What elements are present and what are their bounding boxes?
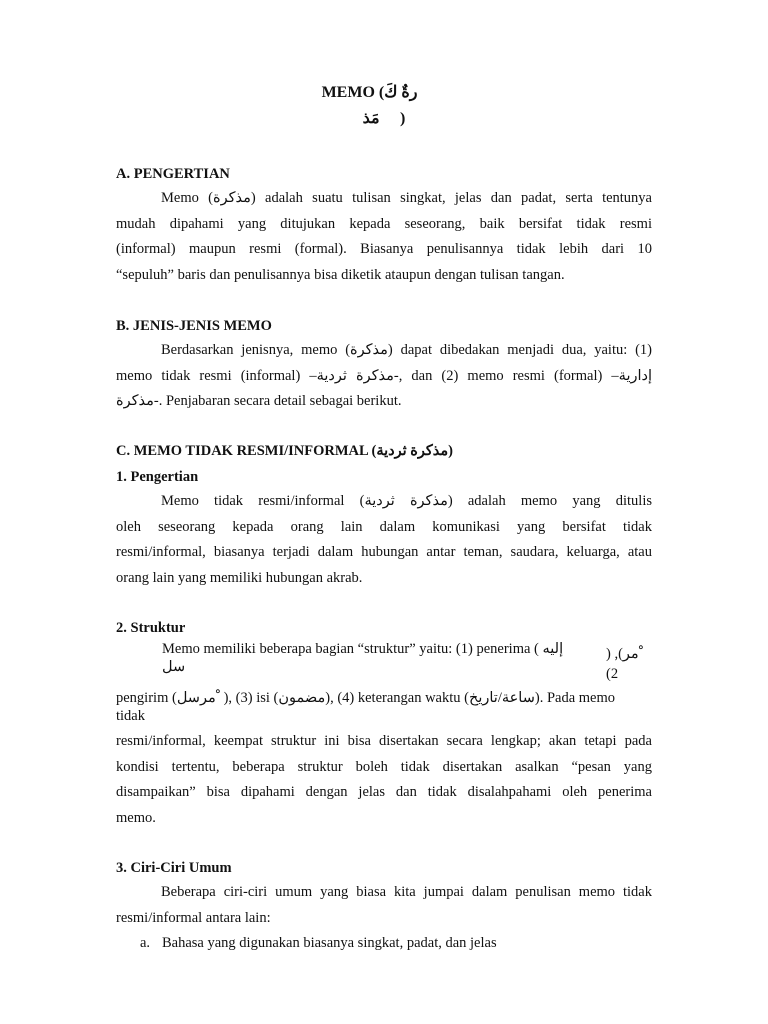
paragraph-line: Beberapa ciri-ciri umum yang biasa kita jumpai dalam penulisan memo tidak <box>161 884 652 900</box>
paragraph-line: memo tidak resmi (informal) –مذكرة ثردية-, dan (2) memo resmi (formal) –إدارية <box>116 367 652 384</box>
paragraph-line: Memo memiliki beberapa bagian “struktur” yaitu: (1) penerima ( إليه <box>162 641 564 657</box>
paragraph-line: orang lain yang memiliki hubungan akrab. <box>116 569 363 586</box>
paragraph-line: Memo (مذكرة) adalah suatu tulisan singkat, jelas dan padat, serta tentunya <box>161 190 652 206</box>
subsection-ciri-heading: 3. Ciri-Ciri Umum <box>116 860 232 876</box>
paragraph-line: “sepuluh” baris dan penulisannya bisa diketik ataupun dengan tulisan tangan. <box>116 266 565 283</box>
paragraph-line: pengirim (مرسل ْ ), (3) isi (مضمون), (4) keterangan waktu (ساعة/تاريخ). Pada memo <box>116 690 615 706</box>
section-a-heading: A. PENGERTIAN <box>116 166 230 182</box>
subsection-ciri-paragraph <box>116 880 652 931</box>
list-item-text: Bahasa yang digunakan biasanya singkat, padat, dan jelas <box>162 935 497 951</box>
paragraph-line: tidak <box>116 708 145 724</box>
section-a-paragraph <box>116 186 652 288</box>
subsection-struktur-paragraph <box>116 729 652 831</box>
section-b-heading: B. JENIS-JENIS MEMO <box>116 318 272 334</box>
struktur-side-fragment <box>606 646 643 682</box>
paragraph-line: Berdasarkan jenisnya, memo (مذكرة) dapat dibedakan menjadi dua, yaitu: (1) <box>161 342 653 358</box>
paragraph-line: oleh seseorang kepada orang lain dalam komunikasi yang bersifat tidak <box>116 518 652 535</box>
paragraph-line: (informal) maupun resmi (formal). Biasanya penulisannya tidak lebih dari 10 <box>116 241 652 257</box>
subsection-pengertian-heading: 1. Pengertian <box>116 469 199 485</box>
document-title: MEMO (رةٌ كَ ٌِ <box>321 84 447 101</box>
paragraph-line: disampaikan” bisa dipahami dengan jelas dan tidak disalahpahami oleh penerima <box>116 784 652 800</box>
paragraph-line: resmi/informal, biasanya terjadi dalam hubungan antar teman, saudara, keluarga, atau <box>116 544 652 560</box>
paragraph-line: Memo tidak resmi/informal (مذكرة ثردية) adalah memo yang ditulis <box>161 493 652 509</box>
list-item <box>140 933 497 953</box>
paragraph-line: mudah dipahami yang ditujukan kepada seseorang, baik bersifat tidak resmi <box>116 215 652 232</box>
paragraph-line: مذكرة-. Penjabaran secara detail sebagai berikut. <box>116 393 402 409</box>
paragraph-line: memo. <box>116 809 156 826</box>
paragraph-line: سل <box>162 659 186 675</box>
document-title-arabic: مَذ ْ ) <box>362 110 406 127</box>
section-b-paragraph <box>116 338 652 415</box>
paragraph-line: kondisi tertentu, beberapa struktur boleh tidak disertakan asalkan “pesan yang <box>116 758 652 775</box>
paragraph-line: ) ,(مر ْ <box>606 646 643 662</box>
paragraph-line: resmi/informal, keempat struktur ini bisa disertakan secara lengkap; akan tetapi pada <box>116 733 652 749</box>
subsection-struktur-heading: 2. Struktur <box>116 620 186 636</box>
list-marker: a. <box>140 935 151 951</box>
struktur-line-2 <box>116 689 652 725</box>
paragraph-line: resmi/informal antara lain: <box>116 909 271 926</box>
paragraph-line: (2 <box>606 666 619 682</box>
section-c-heading: C. MEMO TIDAK RESMI/INFORMAL (مذكرة ثردية) <box>116 443 453 459</box>
subsection-pengertian-paragraph <box>116 489 652 591</box>
struktur-line-1 <box>162 640 602 676</box>
